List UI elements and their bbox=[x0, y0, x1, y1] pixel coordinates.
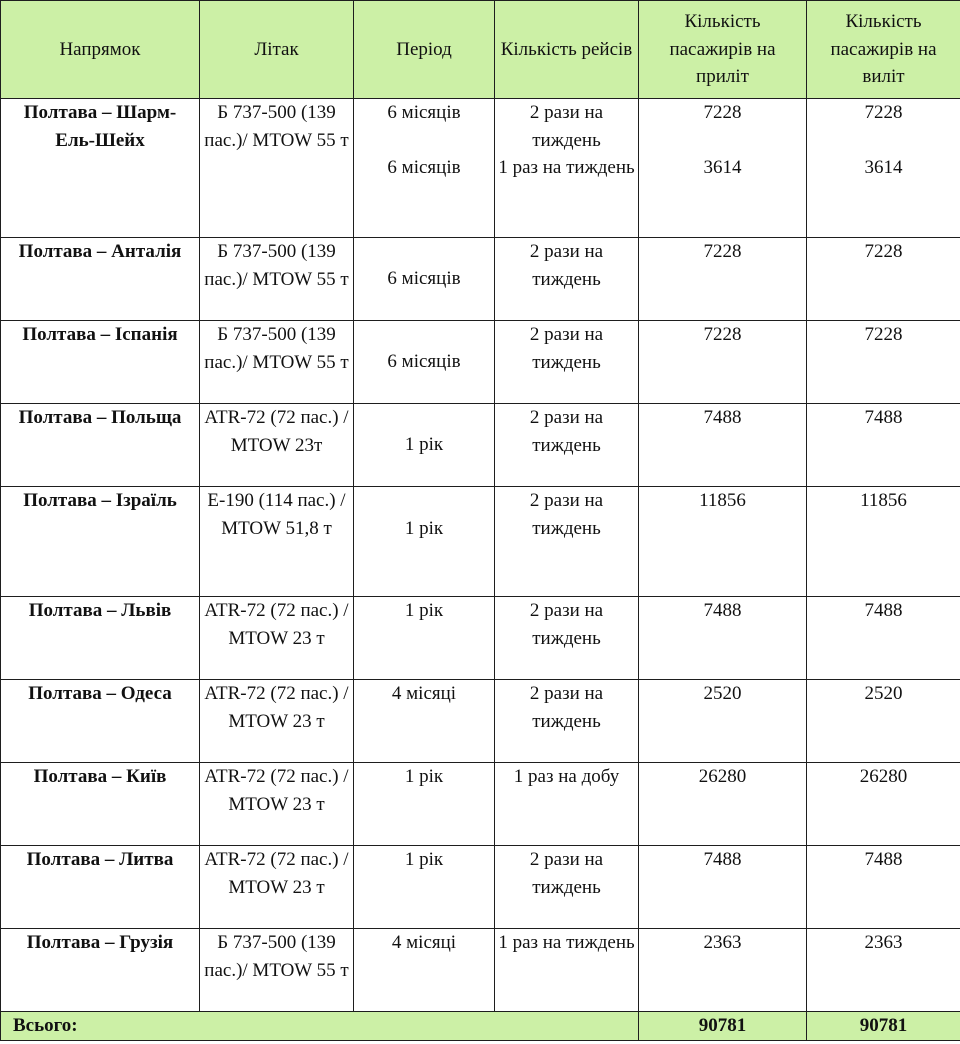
flights-cell: 2 рази на тиждень bbox=[495, 404, 639, 487]
total-arrival: 90781 bbox=[639, 1012, 807, 1041]
direction-cell: Полтава – Ізраїль bbox=[1, 487, 200, 597]
period-cell bbox=[354, 99, 495, 238]
period-cell: 4 місяці bbox=[354, 680, 495, 763]
direction-cell: Полтава – Анталія bbox=[1, 238, 200, 321]
direction-cell: Полтава – Шарм-Ель-Шейх bbox=[1, 99, 200, 238]
header-flights: Кількість рейсів bbox=[495, 1, 639, 99]
total-label: Всього: bbox=[1, 1012, 639, 1041]
departure-cell bbox=[807, 99, 960, 238]
departure-value: 3614 bbox=[864, 156, 903, 178]
period-cell: 1 рік bbox=[354, 763, 495, 846]
departure-cell: 11856 bbox=[807, 487, 960, 597]
aircraft-cell: Б 737-500 (139 пас.)/ MTOW 55 т bbox=[200, 321, 354, 404]
header-departure: Кількість пасажирів на виліт bbox=[807, 1, 960, 99]
aircraft-cell: ATR-72 (72 пас.) / MTOW 23 т bbox=[200, 680, 354, 763]
aircraft-cell: ATR-72 (72 пас.) / MTOW 23 т bbox=[200, 846, 354, 929]
table-row bbox=[1, 929, 960, 1012]
departure-cell: 7228 bbox=[807, 321, 960, 404]
table-row bbox=[1, 404, 960, 487]
flights-cell: 1 раз на добу bbox=[495, 763, 639, 846]
departure-cell: 7228 bbox=[807, 238, 960, 321]
flights-cell: 2 рази на тиждень bbox=[495, 238, 639, 321]
table-row bbox=[1, 99, 960, 238]
header-period: Період bbox=[354, 1, 495, 99]
flights-cell: 2 рази на тиждень bbox=[495, 846, 639, 929]
flights-cell: 2 рази на тиждень bbox=[495, 487, 639, 597]
header-arrival: Кількість пасажирів на приліт bbox=[639, 1, 807, 99]
arrival-cell: 2520 bbox=[639, 680, 807, 763]
flights-cell: 2 рази на тиждень bbox=[495, 680, 639, 763]
flights-cell: 2 рази на тиждень bbox=[495, 321, 639, 404]
flights-cell: 1 раз на тиждень bbox=[495, 929, 639, 1012]
departure-cell: 26280 bbox=[807, 763, 960, 846]
arrival-cell: 7488 bbox=[639, 404, 807, 487]
period-cell: 1 рік bbox=[354, 487, 495, 597]
direction-cell: Полтава – Іспанія bbox=[1, 321, 200, 404]
arrival-cell: 26280 bbox=[639, 763, 807, 846]
flights-cell bbox=[495, 99, 639, 238]
departure-cell: 7488 bbox=[807, 846, 960, 929]
period-value: 6 місяців bbox=[387, 156, 461, 178]
direction-cell: Полтава – Одеса bbox=[1, 680, 200, 763]
period-cell: 1 рік bbox=[354, 846, 495, 929]
aircraft-cell: ATR-72 (72 пас.) / MTOW 23 т bbox=[200, 763, 354, 846]
aircraft-cell: Е-190 (114 пас.) / MTOW 51,8 т bbox=[200, 487, 354, 597]
table-row bbox=[1, 597, 960, 680]
departure-cell: 2363 bbox=[807, 929, 960, 1012]
departure-cell: 2520 bbox=[807, 680, 960, 763]
flights-value: 2 рази на тиждень bbox=[529, 102, 604, 151]
arrival-cell: 7488 bbox=[639, 597, 807, 680]
period-cell: 1 рік bbox=[354, 404, 495, 487]
table-row bbox=[1, 321, 960, 404]
arrival-cell: 7488 bbox=[639, 846, 807, 929]
aircraft-cell: Б 737-500 (139 пас.)/ MTOW 55 т bbox=[200, 929, 354, 1012]
table-row bbox=[1, 487, 960, 597]
departure-value: 7228 bbox=[864, 102, 903, 123]
departure-cell: 7488 bbox=[807, 597, 960, 680]
arrival-cell: 11856 bbox=[639, 487, 807, 597]
arrival-value: 7228 bbox=[703, 102, 742, 123]
aircraft-cell: Б 737-500 (139 пас.)/ MTOW 55 т bbox=[200, 238, 354, 321]
flights-value: 1 раз на тиждень bbox=[498, 157, 635, 178]
period-cell: 6 місяців bbox=[354, 321, 495, 404]
period-cell: 6 місяців bbox=[354, 238, 495, 321]
total-departure: 90781 bbox=[807, 1012, 960, 1041]
table-row bbox=[1, 763, 960, 846]
header-row bbox=[1, 1, 960, 99]
arrival-cell: 2363 bbox=[639, 929, 807, 1012]
direction-cell: Полтава – Польща bbox=[1, 404, 200, 487]
aircraft-cell: ATR-72 (72 пас.) / MTOW 23 т bbox=[200, 597, 354, 680]
header-aircraft: Літак bbox=[200, 1, 354, 99]
flights-cell: 2 рази на тиждень bbox=[495, 597, 639, 680]
header-direction: Напрямок bbox=[1, 1, 200, 99]
aircraft-cell: ATR-72 (72 пас.) / MTOW 23т bbox=[200, 404, 354, 487]
direction-cell: Полтава – Грузія bbox=[1, 929, 200, 1012]
aircraft-cell: Б 737-500 (139 пас.)/ MTOW 55 т bbox=[200, 99, 354, 238]
table-row bbox=[1, 238, 960, 321]
arrival-cell bbox=[639, 99, 807, 238]
total-row bbox=[1, 1012, 960, 1041]
period-cell: 4 місяці bbox=[354, 929, 495, 1012]
period-cell: 1 рік bbox=[354, 597, 495, 680]
direction-cell: Полтава – Литва bbox=[1, 846, 200, 929]
table-row bbox=[1, 846, 960, 929]
period-value: 6 місяців bbox=[387, 102, 461, 123]
arrival-cell: 7228 bbox=[639, 238, 807, 321]
direction-cell: Полтава – Львів bbox=[1, 597, 200, 680]
departure-cell: 7488 bbox=[807, 404, 960, 487]
table-row bbox=[1, 680, 960, 763]
arrival-value: 3614 bbox=[703, 156, 742, 178]
arrival-cell: 7228 bbox=[639, 321, 807, 404]
direction-cell: Полтава – Київ bbox=[1, 763, 200, 846]
